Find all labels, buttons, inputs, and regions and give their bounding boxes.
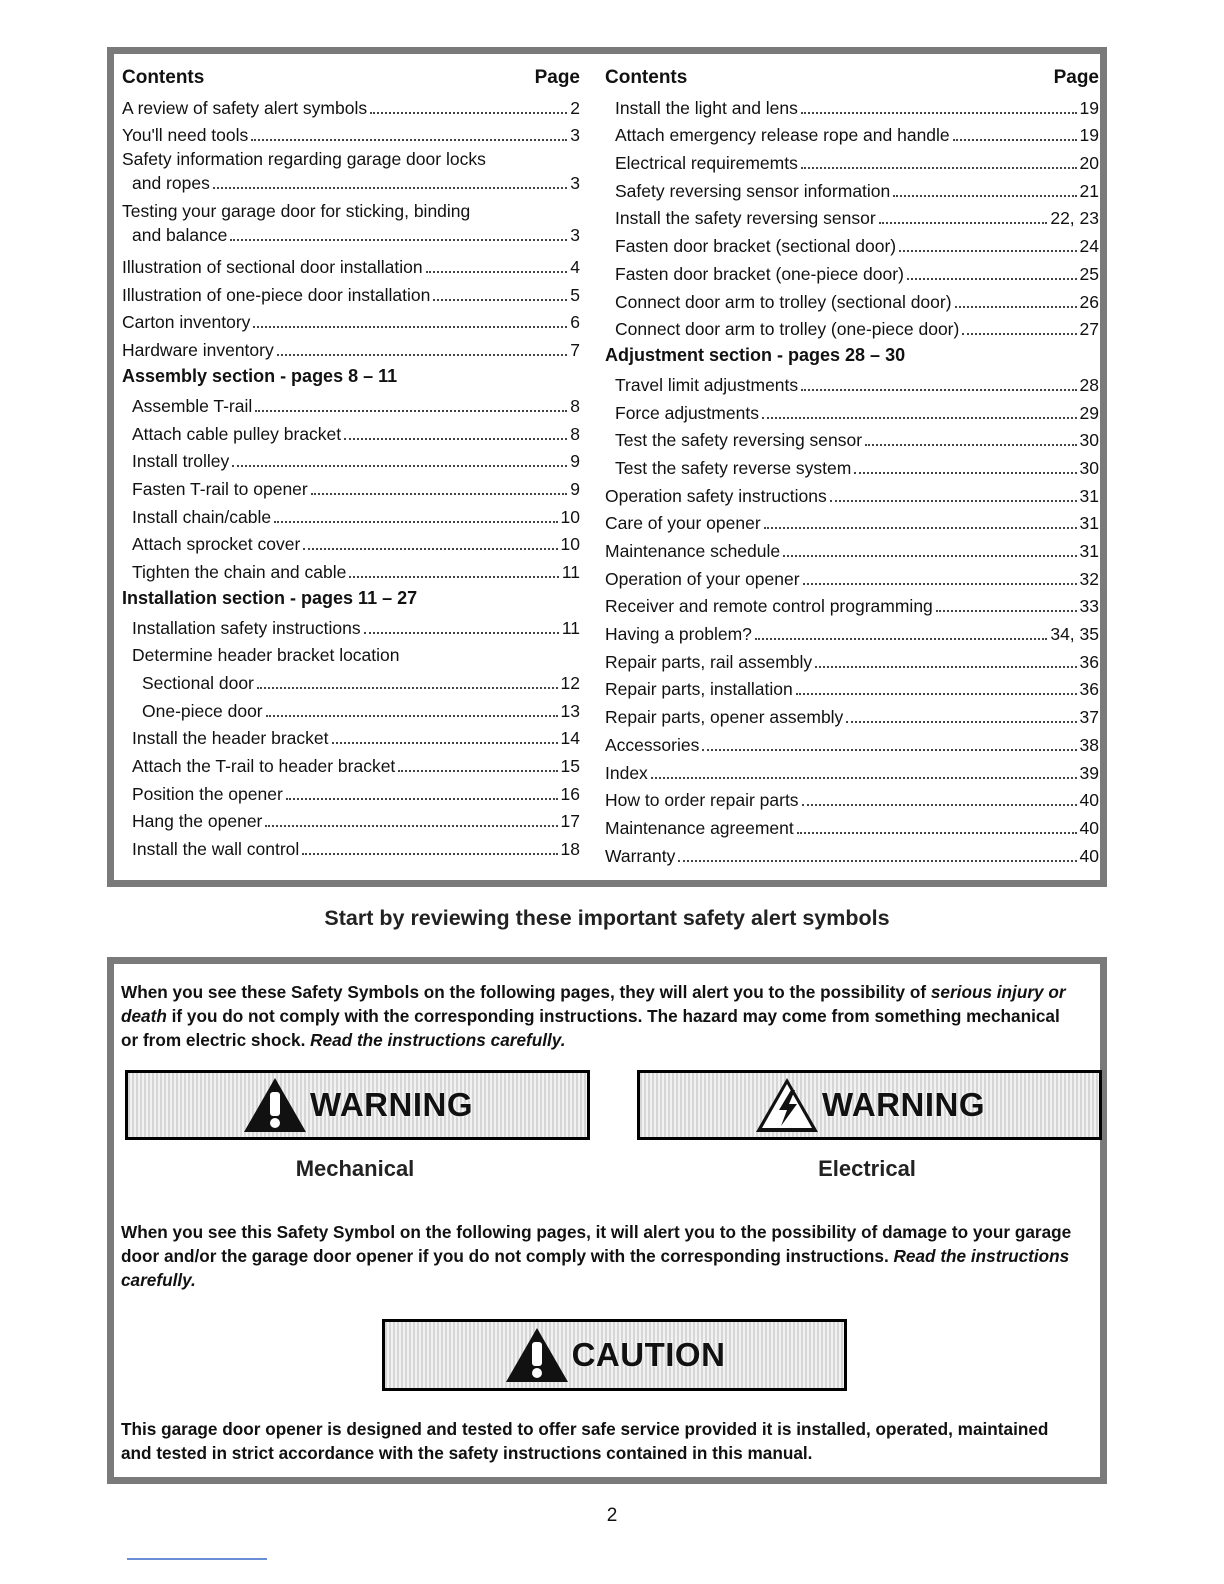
toc-dot-leader — [830, 500, 1077, 502]
toc-entry — [605, 591, 1099, 619]
toc-page-number: 40 — [1079, 845, 1099, 866]
toc-entry — [122, 750, 580, 778]
toc-entry-label: Illustration of one-piece door installation — [122, 284, 431, 305]
toc-page-number: 3 — [570, 125, 580, 146]
toc-dot-leader — [678, 860, 1076, 862]
toc-entry — [122, 418, 580, 446]
toc-entry-label: Warranty — [605, 845, 676, 866]
toc-entry-label: Illustration of sectional door installation — [122, 257, 423, 278]
toc-page-number: 11 — [561, 561, 580, 582]
footer-divider — [127, 1558, 267, 1560]
toc-entry-label: Having a problem? — [605, 624, 752, 645]
toc-entry — [605, 397, 1099, 425]
toc-page-heading: Page — [1053, 67, 1099, 88]
toc-dot-leader — [364, 632, 559, 634]
warning-banner-mechanical — [125, 1070, 590, 1140]
toc-entry-label: Care of your opener — [605, 513, 761, 534]
toc-dot-leader — [702, 749, 1076, 751]
toc-entry-label: Fasten door bracket (sectional door) — [615, 236, 897, 257]
toc-entry-label: Operation of your opener — [605, 568, 800, 589]
toc-entry-label: Maintenance agreement — [605, 817, 794, 838]
toc-dot-leader — [274, 521, 557, 523]
toc-entry-label-cont: and ropes — [132, 173, 210, 194]
toc-page-number: 18 — [560, 839, 580, 860]
toc-page-number: 17 — [560, 811, 580, 832]
safety-heading: Start by reviewing these important safety alert symbols — [324, 906, 890, 930]
toc-entry-label: Attach emergency release rope and handle — [615, 125, 950, 146]
toc-entry-continuation — [122, 223, 580, 247]
toc-entry-label: Connect door arm to trolley (sectional door) — [615, 291, 952, 312]
toc-dot-leader — [332, 742, 558, 744]
toc-page-number: 13 — [560, 700, 580, 721]
toc-contents-heading: Contents — [122, 67, 205, 88]
toc-dot-leader — [230, 239, 567, 241]
toc-entry-label: Force adjustments — [615, 402, 759, 423]
toc-dot-leader — [801, 167, 1077, 169]
toc-page-number: 10 — [560, 534, 580, 555]
toc-dot-leader — [213, 187, 567, 189]
toc-entry-label: Operation safety instructions — [605, 485, 827, 506]
toc-entry — [605, 175, 1099, 203]
toc-left-column — [122, 64, 580, 861]
toc-entry — [122, 723, 580, 751]
toc-page-number: 8 — [570, 423, 580, 444]
toc-entry-label: Repair parts, rail assembly — [605, 651, 813, 672]
toc-page-number: 21 — [1079, 180, 1099, 201]
toc-dot-leader — [398, 770, 557, 772]
toc-entry-label: Repair parts, opener assembly — [605, 707, 844, 728]
toc-entry-label: Attach sprocket cover — [132, 534, 301, 555]
toc-entry — [605, 508, 1099, 536]
toc-entry-label: Install trolley — [132, 451, 230, 472]
toc-dot-leader — [755, 638, 1047, 640]
para1-italic-d: Read the instructions carefully. — [310, 1030, 566, 1050]
toc-entry-label: Hang the opener — [132, 811, 263, 832]
toc-page-number: 31 — [1079, 513, 1099, 534]
toc-page-number: 36 — [1079, 651, 1099, 672]
toc-entry-label: Sectional door — [142, 673, 254, 693]
toc-dot-leader — [255, 410, 567, 412]
toc-entry — [605, 369, 1099, 397]
toc-header — [122, 64, 580, 92]
toc-entry — [122, 556, 580, 584]
safety-symbols-box — [107, 957, 1107, 1484]
toc-dot-leader — [846, 721, 1076, 723]
toc-dot-leader — [936, 610, 1077, 612]
toc-entry — [605, 480, 1099, 508]
toc-entry — [122, 120, 580, 148]
toc-entry-label: You'll need tools — [122, 125, 249, 146]
toc-entry — [605, 757, 1099, 785]
warning-word: WARNING — [310, 1086, 473, 1123]
toc-dot-leader — [344, 438, 567, 440]
toc-entry — [122, 695, 580, 723]
toc-page-number: 29 — [1079, 402, 1099, 423]
toc-entry — [605, 729, 1099, 757]
toc-page-number: 19 — [1079, 125, 1099, 146]
toc-section-heading: Assembly section - pages 8 – 11 — [122, 366, 398, 387]
toc-entry-label: Testing your garage door for sticking, binding — [122, 201, 471, 222]
toc-entry — [122, 473, 580, 501]
toc-entry-label: Tighten the chain and cable — [132, 561, 347, 582]
toc-entry-label: Maintenance schedule — [605, 541, 781, 561]
toc-entry — [605, 563, 1099, 591]
toc-dot-leader — [854, 472, 1076, 474]
toc-page-heading: Page — [534, 67, 580, 88]
exclamation-triangle-icon — [242, 1076, 308, 1134]
toc-dot-leader — [349, 576, 558, 578]
toc-dot-leader — [803, 583, 1077, 585]
toc-entry — [605, 812, 1099, 840]
para2-italic-b: Read the instructions carefully. — [121, 1246, 1070, 1290]
toc-entry — [605, 535, 1099, 563]
toc-page-number: 10 — [560, 506, 580, 527]
toc-entry-label: Assemble T-rail — [132, 395, 253, 416]
para1-text-c: if you do not comply with the corresponding instructions. The hazard may come from something mechanical or from electric shock. — [121, 1006, 1060, 1050]
toc-entry-label: One-piece door — [142, 700, 263, 721]
toc-entry-label: How to order repair parts — [605, 790, 799, 811]
toc-entry — [122, 612, 580, 640]
toc-dot-leader — [286, 798, 558, 800]
toc-entry — [605, 785, 1099, 813]
toc-entry-label: Install the wall control — [132, 839, 300, 860]
toc-page-number: 33 — [1079, 596, 1099, 617]
toc-page-number: 31 — [1079, 541, 1099, 561]
toc-page-number: 20 — [1079, 153, 1099, 174]
toc-dot-leader — [893, 195, 1076, 197]
toc-dot-leader — [302, 853, 557, 855]
para1-italic-b: serious injury or death — [121, 982, 1066, 1026]
toc-contents-heading: Contents — [605, 67, 688, 88]
toc-entry — [605, 425, 1099, 453]
toc-entry — [122, 334, 580, 362]
toc-entry — [122, 529, 580, 557]
toc-entry-label: Electrical requirememts — [615, 153, 798, 174]
toc-entry-label: Hardware inventory — [122, 340, 274, 361]
toc-page-number: 2 — [570, 97, 580, 118]
toc-entry — [122, 199, 580, 251]
toc-page-number: 15 — [560, 756, 580, 777]
toc-dot-leader — [232, 465, 567, 467]
toc-entry-label: Determine header bracket location — [132, 645, 400, 666]
toc-page-number: 36 — [1079, 679, 1099, 700]
toc-page-number: 37 — [1079, 707, 1099, 728]
para1-text-a: When you see these Safety Symbols on the following pages, they will alert you to the possibility of — [121, 982, 927, 1002]
toc-dot-leader — [865, 444, 1076, 446]
toc-entry — [122, 806, 580, 834]
toc-page-number: 19 — [1079, 97, 1099, 118]
toc-entry-label: Safety reversing sensor information — [615, 180, 891, 201]
toc-entry-label: Accessories — [605, 734, 700, 755]
toc-page-number: 6 — [570, 312, 580, 333]
table-of-contents — [107, 47, 1107, 887]
toc-page-number: 31 — [1079, 485, 1099, 506]
toc-entry — [605, 286, 1099, 314]
exclamation-triangle-icon — [504, 1326, 570, 1384]
toc-entry-label: Install the safety reversing sensor — [615, 208, 876, 229]
toc-header — [605, 64, 1099, 92]
toc-dot-leader — [955, 306, 1077, 308]
toc-dot-leader — [783, 555, 1076, 557]
toc-entry — [122, 251, 580, 279]
toc-entry — [605, 701, 1099, 729]
toc-page-number: 28 — [1079, 374, 1099, 395]
toc-dot-leader — [311, 493, 568, 495]
toc-page-number: 32 — [1079, 568, 1099, 589]
toc-page-number: 40 — [1079, 790, 1099, 811]
toc-dot-leader — [251, 139, 567, 141]
caution-banner — [382, 1319, 847, 1391]
toc-entry — [605, 120, 1099, 148]
toc-entry-label: Install the light and lens — [615, 97, 798, 118]
caution-word: CAUTION — [571, 1336, 726, 1373]
toc-entry-label: Installation safety instructions — [132, 617, 361, 638]
toc-entry — [122, 501, 580, 529]
safety-paragraph-3: This garage door opener is designed and tested to offer safe service provided it is installed, operated, maintained and tested in strict accordance with the safety instructions contained in this manual. — [121, 1419, 1049, 1463]
toc-page-number: 30 — [1079, 430, 1099, 451]
toc-page-number: 8 — [570, 395, 580, 416]
toc-entry — [122, 446, 580, 474]
toc-dot-leader — [907, 278, 1077, 280]
safety-paragraph-1 — [121, 980, 1081, 1052]
toc-entry — [605, 646, 1099, 674]
toc-section-heading: Adjustment section - pages 28 – 30 — [605, 345, 906, 366]
toc-dot-leader — [879, 222, 1048, 224]
toc-page-number: 11 — [561, 617, 580, 638]
toc-entry — [605, 258, 1099, 286]
toc-dot-leader — [651, 777, 1077, 779]
toc-entry-label: Test the safety reversing sensor — [615, 430, 863, 451]
toc-dot-leader — [796, 693, 1077, 695]
toc-dot-leader — [801, 112, 1077, 114]
toc-entry-label: Carton inventory — [122, 312, 251, 333]
toc-dot-leader — [433, 299, 567, 301]
toc-entry-label: Connect door arm to trolley (one-piece door) — [615, 319, 960, 340]
toc-entry — [605, 92, 1099, 120]
toc-entry — [605, 147, 1099, 175]
toc-page-number: 14 — [560, 728, 580, 749]
toc-entry-label: Travel limit adjustments — [615, 374, 799, 395]
toc-dot-leader — [764, 527, 1077, 529]
toc-entry — [122, 307, 580, 335]
toc-page-number: 12 — [560, 673, 580, 693]
toc-entry — [122, 667, 580, 695]
toc-page-number: 25 — [1079, 263, 1099, 284]
toc-entry-label: Fasten T-rail to opener — [132, 478, 308, 499]
toc-entry-label-cont: and balance — [132, 225, 228, 246]
toc-section-heading: Installation section - pages 11 – 27 — [122, 587, 418, 608]
toc-page-number: 38 — [1079, 734, 1099, 755]
toc-dot-leader — [303, 548, 557, 550]
toc-entry-continuation — [122, 171, 580, 195]
toc-page-number: 16 — [560, 783, 580, 804]
toc-dot-leader — [762, 417, 1077, 419]
toc-entry-label: Index — [605, 762, 648, 783]
warning-banner-electrical — [637, 1070, 1102, 1140]
toc-entry — [605, 618, 1099, 646]
toc-entry-label: A review of safety alert symbols — [122, 97, 368, 118]
toc-page-number: 40 — [1079, 817, 1099, 838]
mechanical-label: Mechanical — [295, 1156, 415, 1181]
lightning-triangle-icon — [754, 1076, 820, 1134]
toc-entry-label: Install chain/cable — [132, 506, 272, 527]
toc-dot-leader — [253, 326, 567, 328]
toc-page-number: 7 — [570, 340, 580, 361]
toc-page-number: 9 — [570, 478, 580, 499]
toc-page-number: 39 — [1079, 762, 1099, 783]
toc-page-number: 3 — [570, 173, 580, 194]
toc-entry — [605, 452, 1099, 480]
toc-entry — [605, 314, 1099, 342]
toc-entry-label: Repair parts, installation — [605, 679, 793, 700]
toc-page-number: 22, 23 — [1050, 208, 1099, 229]
toc-page-number: 34, 35 — [1050, 624, 1099, 645]
toc-page-number: 9 — [570, 451, 580, 472]
toc-dot-leader — [899, 250, 1076, 252]
toc-dot-leader — [265, 825, 557, 827]
toc-entry-label: Test the safety reverse system — [615, 457, 852, 478]
toc-page-number: 26 — [1079, 291, 1099, 312]
toc-dot-leader — [802, 804, 1077, 806]
toc-subheading — [122, 640, 580, 668]
toc-entry — [605, 674, 1099, 702]
toc-dot-leader — [797, 832, 1077, 834]
toc-dot-leader — [370, 112, 567, 114]
toc-entry — [605, 203, 1099, 231]
toc-entry — [122, 279, 580, 307]
toc-page-number: 30 — [1079, 457, 1099, 478]
toc-entry — [122, 778, 580, 806]
toc-page-number: 24 — [1079, 236, 1099, 257]
toc-dot-leader — [257, 687, 558, 689]
toc-entry-label: Install the header bracket — [132, 728, 329, 749]
toc-page-number: 4 — [570, 257, 580, 278]
toc-entry — [122, 833, 580, 861]
toc-page-number: 27 — [1079, 319, 1099, 340]
toc-dot-leader — [266, 715, 558, 717]
page-number: 2 — [606, 1505, 618, 1526]
toc-right-column — [605, 64, 1099, 868]
safety-paragraph-2 — [121, 1220, 1081, 1292]
toc-entry — [605, 230, 1099, 258]
electrical-label: Electrical — [818, 1156, 916, 1181]
para2-text-a: When you see this Safety Symbol on the following pages, it will alert you to the possibility of damage to your garage door and/or the garage door opener if you do not comply with the corresponding instructions. — [121, 1222, 1072, 1266]
toc-entry-label: Attach the T-rail to header bracket — [132, 756, 396, 777]
toc-dot-leader — [277, 354, 568, 356]
toc-dot-leader — [953, 139, 1077, 141]
toc-entry-label: Safety information regarding garage door locks — [122, 149, 486, 170]
toc-page-number: 5 — [570, 284, 580, 305]
toc-entry — [122, 147, 580, 199]
toc-entry — [122, 92, 580, 120]
warning-word: WARNING — [822, 1086, 985, 1123]
toc-dot-leader — [815, 666, 1076, 668]
toc-entry — [122, 390, 580, 418]
toc-dot-leader — [426, 271, 568, 273]
toc-entry-label: Receiver and remote control programming — [605, 596, 933, 617]
toc-entry — [605, 840, 1099, 868]
toc-entry-label: Attach cable pulley bracket — [132, 423, 342, 444]
toc-entry-label: Fasten door bracket (one-piece door) — [615, 263, 904, 284]
toc-dot-leader — [962, 333, 1076, 335]
toc-entry-label: Position the opener — [132, 783, 283, 804]
toc-dot-leader — [801, 389, 1076, 391]
toc-page-number: 3 — [570, 225, 580, 246]
